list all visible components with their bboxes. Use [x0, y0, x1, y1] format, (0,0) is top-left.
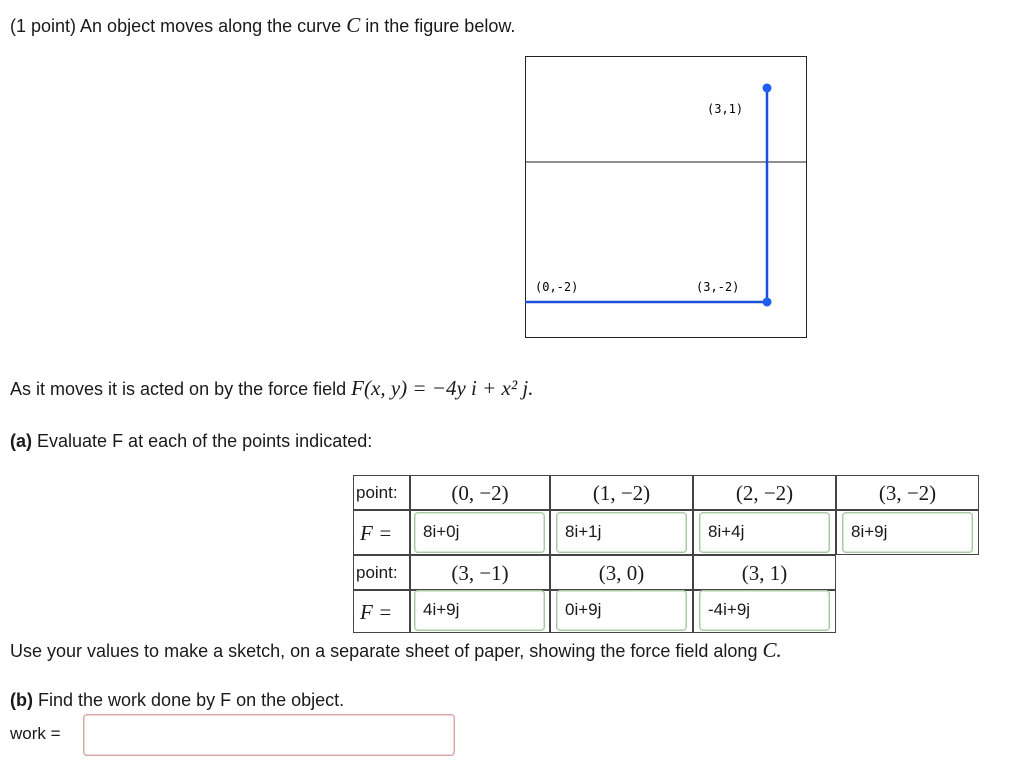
f-input-1-neg2[interactable]: 8i+1j	[556, 512, 687, 553]
f-input-0-neg2[interactable]: 8i+0j	[414, 512, 545, 553]
intro-suffix: in the figure below.	[365, 16, 516, 36]
part-b-prompt	[10, 690, 344, 711]
f-input-2-neg2[interactable]: 8i+4j	[699, 512, 830, 553]
work-label: work =	[10, 724, 61, 743]
point-cell: (3, 0)	[550, 555, 693, 590]
part-b-label: (b)	[10, 690, 33, 710]
intro-prefix: (1 point) An object moves along the curve	[10, 16, 342, 36]
f-header: F =	[353, 510, 410, 555]
part-b-text: Find the work done by F on the object.	[38, 690, 345, 710]
label-3-neg2: (3,-2)	[696, 280, 740, 294]
label-0-neg2: (0,-2)	[535, 280, 579, 294]
curve-symbol: C	[346, 13, 361, 37]
force-formula: F(x, y) = −4y i + x² j.	[351, 376, 534, 400]
corner-point	[763, 298, 772, 307]
f-input-3-neg1[interactable]: 4i+9j	[414, 590, 545, 631]
point-cell: (0, −2)	[410, 475, 550, 510]
point-header: point:	[353, 475, 410, 510]
f-input-3-0[interactable]: 0i+9j	[556, 590, 687, 631]
sketch-prefix: Use your values to make a sketch, on a separate sheet of paper, showing the force field along	[10, 641, 758, 661]
part-a-label: (a)	[10, 431, 32, 451]
part-a-prompt	[10, 431, 372, 452]
curve-figure	[525, 56, 807, 338]
endpoint-top	[763, 84, 772, 93]
point-header: point:	[353, 555, 410, 590]
force-prefix: As it moves it is acted on by the force field	[10, 379, 347, 399]
sketch-curve: C.	[762, 638, 782, 662]
force-field-line	[10, 376, 534, 401]
point-cell: (1, −2)	[550, 475, 693, 510]
work-input[interactable]	[83, 714, 455, 756]
label-3-1: (3,1)	[707, 102, 744, 116]
point-cell: (3, −2)	[836, 475, 979, 510]
point-cell: (3, −1)	[410, 555, 550, 590]
point-cell: (3, 1)	[693, 555, 836, 590]
figure-frame	[526, 57, 807, 338]
sketch-instruction	[10, 638, 782, 663]
point-cell: (2, −2)	[693, 475, 836, 510]
problem-intro	[10, 13, 515, 38]
f-header: F =	[353, 590, 410, 633]
f-input-3-1[interactable]: -4i+9j	[699, 590, 830, 631]
f-input-3-neg2[interactable]: 8i+9j	[842, 512, 973, 553]
part-a-text: Evaluate F at each of the points indicated:	[37, 431, 373, 451]
